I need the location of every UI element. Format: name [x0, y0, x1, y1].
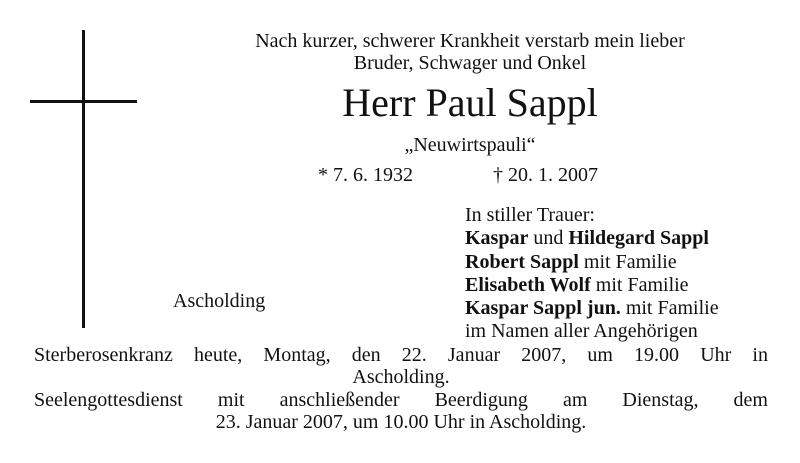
- intro-line-1: Nach kurzer, schwerer Krankheit verstarb mein lieber: [255, 30, 685, 52]
- mourner-line: [465, 274, 719, 297]
- mourner-name: Kaspar Sappl jun.: [465, 297, 621, 320]
- deceased-name: Herr Paul Sappl: [342, 80, 598, 125]
- mourners-heading: In stiller Trauer:: [465, 204, 595, 226]
- cross-symbol-vertical: [82, 30, 85, 328]
- mourners-list: [465, 204, 719, 344]
- cross-symbol-horizontal: [30, 100, 137, 103]
- mass-line-1: Seelengottesdienst mit anschließender Beerdigung am Dienstag, dem: [34, 389, 768, 411]
- mourner-name: Elisabeth Wolf: [465, 273, 591, 296]
- mourner-connector: und: [528, 227, 569, 250]
- intro-text: [160, 30, 780, 74]
- mourner-suffix: mit Familie: [620, 297, 719, 320]
- mourner-name: Robert Sappl: [465, 250, 579, 273]
- mourner-line: im Namen aller Angehörigen: [465, 320, 698, 343]
- mourner-suffix: mit Familie: [590, 273, 689, 296]
- mourner-name: Kaspar: [465, 227, 529, 250]
- mourner-line: [465, 227, 719, 250]
- mass-line-2: 23. Januar 2007, um 10.00 Uhr in Ascholding.: [215, 411, 587, 433]
- mourner-line: [465, 297, 719, 320]
- death-date: † 20. 1. 2007: [493, 164, 598, 186]
- deceased-nickname: „Neuwirtspauli“: [404, 134, 536, 156]
- mass-notice: [34, 389, 768, 433]
- mourner-suffix: mit Familie: [578, 250, 677, 273]
- rosary-notice: [34, 344, 768, 388]
- mourner-line: [465, 251, 719, 274]
- birth-date: * 7. 6. 1932: [318, 164, 413, 186]
- rosary-line-1: Sterberosenkranz heute, Montag, den 22. Januar 2007, um 19.00 Uhr in: [34, 344, 768, 366]
- intro-line-2: Bruder, Schwager und Onkel: [353, 52, 587, 74]
- rosary-line-2: Ascholding.: [352, 366, 450, 388]
- place-name: Ascholding: [173, 290, 266, 312]
- mourner-name: Hildegard Sappl: [568, 227, 709, 250]
